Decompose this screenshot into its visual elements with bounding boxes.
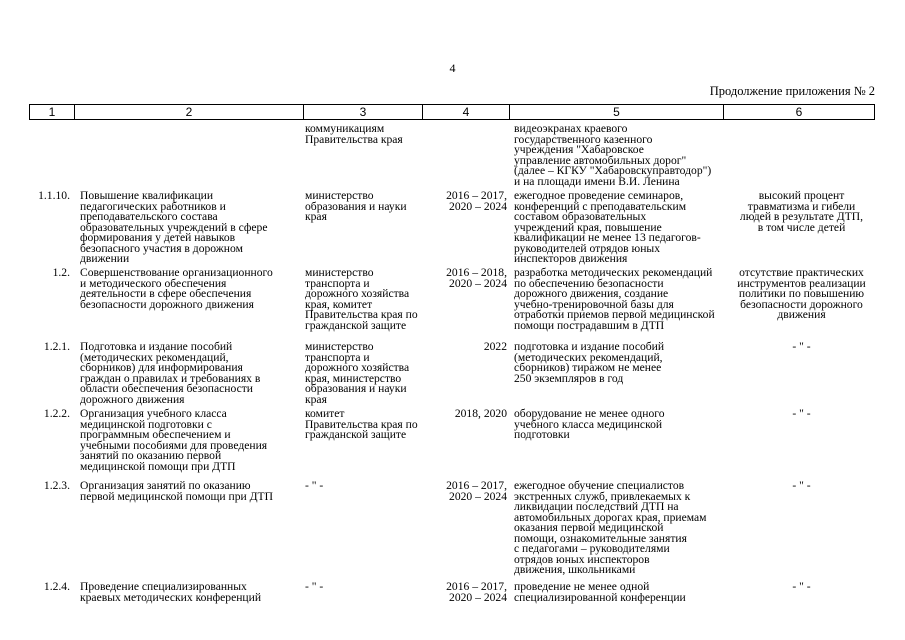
activity-cell-line: Организация учебного класса — [80, 407, 227, 420]
activity-cell — [80, 409, 267, 472]
executor-cell-line: - " - — [305, 479, 324, 492]
executor-cell — [305, 409, 418, 441]
indicator-cell-line: ликвидации последствий ДТП на — [514, 500, 679, 513]
indicator-cell-line: и на площади имени В.И. Ленина — [514, 174, 680, 188]
result-cell-line: в том числе детей — [757, 220, 846, 234]
header-col-3: 3 — [304, 105, 423, 120]
executor-cell-line: министерство — [305, 266, 374, 279]
activity-cell-line: учебными пособиями для проведения — [80, 438, 268, 452]
result-cell-line: - " - — [792, 580, 811, 593]
years-cell — [423, 191, 507, 212]
activity-cell-line: преподавательского состава — [80, 210, 218, 223]
activity-cell-line: первой медицинской помощи при ДТП — [80, 489, 273, 503]
result-cell — [729, 582, 874, 593]
executor-cell-line: образования и науки — [305, 199, 407, 213]
years-cell-line: 2016 – 2018, — [446, 266, 507, 279]
indicator-cell — [514, 124, 711, 187]
page-number: 4 — [449, 61, 456, 75]
column-number-header — [29, 104, 875, 120]
indicator-cell-line: квалификации не менее 13 педагогов- — [514, 231, 701, 244]
indicator-cell-line: оборудование не менее одного — [514, 407, 665, 420]
activity-cell-line: безопасного участия в дорожном — [80, 241, 243, 255]
indicator-cell-line: учебного класса медицинской — [514, 417, 663, 431]
header-col-2: 2 — [75, 105, 304, 120]
activity-cell-line: Совершенствование организационного — [80, 266, 273, 279]
activity-cell-line: области обеспечения безопасности — [80, 382, 254, 395]
activity-cell-line: медицинской помощи при ДТП — [80, 459, 236, 473]
indicator-cell-line: конференций с преподавательским — [514, 199, 687, 213]
activity-cell-line: сборников) для информирования — [80, 361, 243, 374]
indicator-cell-line: (далее – КГКУ "Хабаровскуправтодор") — [514, 164, 712, 177]
years-cell-line: 2016 – 2017, — [446, 479, 507, 492]
activity-cell-line: образовательных учреждений в сфере — [80, 220, 268, 234]
executor-cell-line: - " - — [305, 580, 324, 593]
activity-cell-line: формирования у детей навыков — [80, 231, 236, 244]
header-col-5: 5 — [510, 105, 724, 120]
indicator-cell-line: ежегодное проведение семинаров, — [514, 189, 684, 202]
activity-cell-line: Проведение специализированных — [80, 580, 247, 593]
executor-cell — [305, 124, 403, 145]
indicator-cell-line: разработка методических рекомендаций — [514, 266, 713, 279]
executor-cell-line: края, комитет — [305, 297, 373, 311]
indicator-cell-line: инспекторов движения — [514, 252, 628, 265]
years-cell-line: 2020 – 2024 — [449, 489, 507, 503]
result-cell — [729, 481, 874, 492]
years-cell-line: 2022 — [483, 340, 507, 353]
executor-cell-line: транспорта и — [305, 276, 370, 290]
years-cell-line: 2018, 2020 — [454, 407, 507, 420]
indicator-cell-line: отработки приемов первой медицинской — [514, 308, 715, 321]
activity-cell-line: занятий по оказанию первой — [80, 449, 222, 462]
header-col-4: 4 — [423, 105, 510, 120]
activity-cell-line: движении — [80, 252, 130, 265]
activity-cell — [80, 268, 273, 310]
result-cell-line: политики по повышению — [738, 287, 865, 300]
result-cell-line: отсутствие практических — [739, 266, 864, 279]
activity-cell-line: дорожного движения — [80, 392, 185, 406]
indicator-cell-line: помощи пострадавшим в ДТП — [514, 318, 665, 332]
years-cell — [423, 582, 507, 603]
executor-cell-line: гражданской защите — [305, 318, 407, 332]
executor-cell — [305, 582, 323, 593]
result-cell — [729, 409, 874, 420]
indicator-cell-line: руководителей отрядов юных — [514, 241, 660, 255]
activity-cell-line: безопасности дорожного движения — [80, 297, 254, 311]
activity-cell-line: краевых методических конференций — [80, 590, 262, 604]
indicator-cell-line: подготовки — [514, 428, 570, 441]
executor-cell-line: края — [305, 210, 327, 223]
indicator-cell — [514, 268, 715, 331]
activity-cell — [80, 342, 260, 405]
years-cell — [423, 481, 507, 502]
indicator-cell-line: отрядов юных инспекторов — [514, 552, 650, 566]
indicator-cell-line: проведение не менее одной — [514, 580, 650, 593]
executor-cell-line: коммуникациям — [305, 122, 385, 135]
indicator-cell — [514, 409, 665, 441]
indicator-cell-line: (методических рекомендаций, — [514, 350, 663, 364]
years-cell-line: 2016 – 2017, — [446, 189, 507, 202]
indicator-cell — [514, 582, 686, 603]
years-cell-line: 2020 – 2024 — [449, 276, 507, 290]
activity-cell-line: педагогических работников и — [80, 199, 226, 213]
years-cell — [423, 342, 507, 353]
executor-cell — [305, 268, 418, 331]
activity-cell-line: (методических рекомендаций, — [80, 350, 229, 364]
result-cell — [729, 268, 874, 321]
executor-cell-line: края, министерство — [305, 371, 402, 385]
indicator-cell-line: учебно-тренировочной базы для — [514, 297, 674, 311]
years-cell-line: 2020 – 2024 — [449, 199, 507, 213]
item-number: 1.2.2. — [43, 407, 70, 420]
indicator-cell-line: помощи, ознакомительные занятия — [514, 531, 687, 545]
indicator-cell-line: с педагогами – руководителями — [514, 542, 670, 555]
indicator-cell-line: специализированной конференции — [514, 590, 686, 604]
indicator-cell-line: по обеспечению безопасности — [514, 276, 664, 290]
item-number: 1.2.4. — [43, 580, 70, 593]
executor-cell-line: министерство — [305, 340, 374, 353]
result-cell-line: - " - — [792, 479, 811, 492]
executor-cell — [305, 481, 323, 492]
result-cell-line: - " - — [792, 340, 811, 353]
continuation-label: Продолжение приложения № 2 — [709, 84, 875, 98]
result-cell-line: движения — [777, 308, 826, 321]
result-cell-line: - " - — [792, 407, 811, 420]
executor-cell-line: дорожного хозяйства — [305, 287, 410, 300]
activity-cell-line: граждан о правилах и требованиях в — [80, 371, 261, 385]
executor-cell-line: Правительства края по — [305, 308, 418, 321]
indicator-cell-line: сборников) тиражом не менее — [514, 361, 662, 374]
item-number: 1.2. — [52, 266, 70, 279]
executor-cell-line: министерство — [305, 189, 374, 202]
result-cell — [729, 191, 874, 233]
item-number: 1.1.10. — [38, 189, 70, 202]
result-cell-line: людей в результате ДТП, — [739, 210, 864, 223]
header-col-1: 1 — [30, 105, 75, 120]
indicator-cell — [514, 191, 701, 265]
indicator-cell-line: учреждения "Хабаровское — [514, 143, 644, 156]
years-cell — [423, 409, 507, 420]
years-cell — [423, 268, 507, 289]
indicator-cell-line: видеоэкранах краевого — [514, 122, 628, 135]
header-col-6: 6 — [724, 105, 875, 120]
indicator-cell-line: учреждений края, повышение — [514, 220, 662, 234]
indicator-cell-line: управление автомобильных дорог" — [514, 153, 687, 167]
indicator-cell-line: подготовка и издание пособий — [514, 340, 665, 353]
indicator-cell-line: государственного казенного — [514, 132, 653, 146]
executor-cell-line: дорожного хозяйства — [305, 361, 410, 374]
executor-cell-line: края — [305, 392, 327, 406]
executor-cell — [305, 191, 407, 223]
indicator-cell — [514, 342, 664, 384]
indicator-cell-line: составом образовательных — [514, 210, 647, 223]
activity-cell-line: Организация занятий по оказанию — [80, 479, 251, 492]
item-number: 1.2.3. — [43, 479, 70, 492]
activity-cell-line: медицинской подготовки с — [80, 417, 212, 431]
activity-cell — [80, 582, 261, 603]
years-cell-line: 2016 – 2017, — [446, 580, 507, 593]
result-cell-line: высокий процент — [758, 189, 845, 202]
activity-cell — [80, 191, 268, 265]
result-cell-line: травматизма и гибели — [747, 199, 856, 213]
indicator-cell-line: экстренных служб, привлекаемых к — [514, 489, 691, 503]
indicator-cell-line: движения, школьниками — [514, 563, 636, 576]
result-cell — [729, 342, 874, 353]
result-cell-line: инструментов реализации — [737, 276, 866, 290]
executor-cell-line: Правительства края — [305, 132, 403, 146]
activity-cell-line: Подготовка и издание пособий — [80, 340, 233, 353]
activity-cell-line: деятельности в сфере обеспечения — [80, 287, 252, 300]
indicator-cell-line: 250 экземпляров в год — [514, 371, 624, 385]
years-cell-line: 2020 – 2024 — [449, 590, 507, 604]
activity-cell-line: Повышение квалификации — [80, 189, 214, 202]
activity-cell-line: программным обеспечением и — [80, 428, 231, 441]
executor-cell-line: Правительства края по — [305, 417, 418, 431]
executor-cell-line: транспорта и — [305, 350, 370, 364]
result-cell-line: безопасности дорожного — [740, 297, 863, 311]
indicator-cell-line: автомобильных дорогах края, приемам — [514, 510, 707, 524]
executor-cell-line: комитет — [305, 407, 345, 420]
indicator-cell-line: дорожного движения, создание — [514, 287, 669, 300]
executor-cell-line: образования и науки — [305, 382, 407, 395]
activity-cell-line: и методического обеспечения — [80, 276, 227, 290]
indicator-cell — [514, 481, 707, 576]
item-number: 1.2.1. — [43, 340, 70, 353]
executor-cell-line: гражданской защите — [305, 428, 407, 441]
indicator-cell-line: оказания первой медицинской — [514, 521, 664, 534]
activity-cell — [80, 481, 273, 502]
executor-cell — [305, 342, 409, 405]
indicator-cell-line: ежегодное обучение специалистов — [514, 479, 685, 492]
